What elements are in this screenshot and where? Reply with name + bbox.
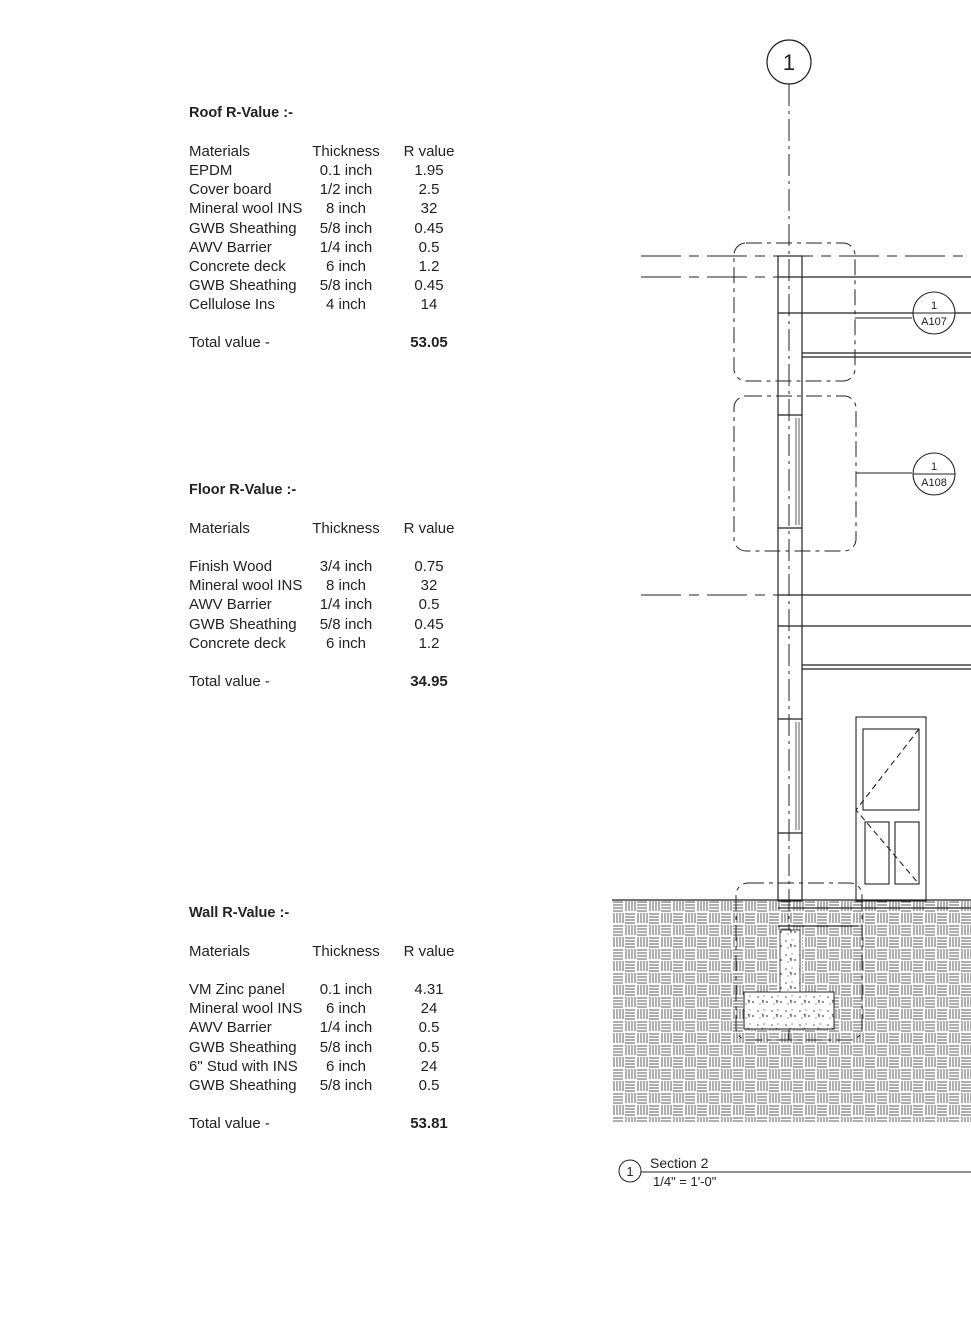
roof-r-value: 14 <box>420 296 438 314</box>
floor-material: GWB Sheathing <box>189 615 297 633</box>
wall-thickness: 5/8 inch <box>319 1038 373 1056</box>
floor-title: Floor R-Value :- <box>189 482 297 498</box>
floor-header-3: R value <box>403 520 455 537</box>
wall-thickness: 5/8 inch <box>319 1077 373 1094</box>
roof-r-value: 0.45 <box>414 277 444 295</box>
floor-thickness: 8 inch <box>325 577 367 595</box>
wall-header-3: R value <box>403 943 455 960</box>
floor-header-2: Thickness <box>312 520 380 537</box>
wall-total-label: Total value - <box>189 1115 270 1132</box>
roof-thickness: 4 inch <box>325 296 367 314</box>
floor-thickness: 3/4 inch <box>319 558 373 575</box>
roof-material: EPDM <box>189 162 233 179</box>
roof-thickness: 5/8 inch <box>319 277 373 295</box>
roof-thickness: 1/2 inch <box>319 181 373 199</box>
roof-header-1: Materials <box>189 143 250 160</box>
wall-thickness: 0.1 inch <box>319 981 373 998</box>
wall-material: 6" Stud with INS <box>189 1057 298 1075</box>
roof-material: GWB Sheathing <box>189 277 297 295</box>
wall-header-2: Thickness <box>312 943 380 960</box>
roof-thickness: 1/4 inch <box>319 238 373 256</box>
roof-total-value: 53.05 <box>410 334 448 352</box>
wall-r-value: 4.31 <box>414 981 444 998</box>
callout-a108-sheet: A108 <box>921 477 947 489</box>
wall-r-value: 0.5 <box>418 1077 440 1094</box>
wall-material: Mineral wool INS <box>189 1000 303 1018</box>
wall-thickness: 6 inch <box>325 1000 367 1018</box>
section-number: 1 <box>626 1164 634 1179</box>
wall-r-value: 24 <box>420 1057 438 1075</box>
floor-thickness: 5/8 inch <box>319 615 373 633</box>
floor-r-value: 0.45 <box>414 615 444 633</box>
roof-material: GWB Sheathing <box>189 219 297 237</box>
floor-r-value: 1.2 <box>418 634 440 652</box>
wall-r-value: 24 <box>420 1000 438 1018</box>
roof-total-label: Total value - <box>189 334 270 352</box>
wall-thickness: 6 inch <box>325 1057 367 1075</box>
building-section <box>778 256 971 926</box>
roof-header-2: Thickness <box>312 143 380 160</box>
roof-material: Mineral wool INS <box>189 200 303 218</box>
section-scale: 1/4" = 1'-0" <box>653 1174 717 1189</box>
roof-header-3: R value <box>403 143 455 160</box>
roof-thickness: 6 inch <box>325 258 367 275</box>
wall-r-value: 0.5 <box>418 1019 440 1037</box>
wall-material: VM Zinc panel <box>189 981 285 998</box>
floor-thickness: 1/4 inch <box>319 596 373 614</box>
floor-total-value: 34.95 <box>410 672 448 690</box>
roof-material: Cellulose Ins <box>189 296 275 314</box>
door-elevation <box>856 717 926 901</box>
windows <box>796 418 799 830</box>
roof-thickness: 8 inch <box>325 200 367 218</box>
wall-r-value: 0.5 <box>418 1038 440 1056</box>
wall-thickness: 1/4 inch <box>319 1019 373 1037</box>
floor-total-label: Total value - <box>189 672 270 690</box>
roof-title: Roof R-Value :- <box>189 105 293 121</box>
floor-thickness: 6 inch <box>325 634 367 652</box>
floor-r-value: 32 <box>420 577 438 595</box>
floor-r-value: 0.75 <box>414 558 444 575</box>
wall-total-value: 53.81 <box>410 1115 448 1132</box>
roof-r-value: 0.45 <box>414 219 444 237</box>
foundation-footing <box>744 992 834 1029</box>
floor-material: Concrete deck <box>189 634 286 652</box>
wall-material: GWB Sheathing <box>189 1038 297 1056</box>
wall-header-1: Materials <box>189 943 250 960</box>
floor-material: Mineral wool INS <box>189 577 303 595</box>
roof-thickness: 5/8 inch <box>319 219 373 237</box>
wall-material: AWV Barrier <box>189 1019 272 1037</box>
roof-r-value: 2.5 <box>418 181 440 199</box>
roof-r-value: 32 <box>420 200 438 218</box>
foundation-wall <box>780 930 800 992</box>
floor-material: AWV Barrier <box>189 596 272 614</box>
floor-header-1: Materials <box>189 520 250 537</box>
wall-material: GWB Sheathing <box>189 1077 297 1094</box>
section-title: Section 2 <box>650 1155 709 1171</box>
roof-material: Cover board <box>189 181 272 199</box>
roof-material: AWV Barrier <box>189 238 272 256</box>
floor-material: Finish Wood <box>189 558 273 575</box>
roof-r-value: 1.2 <box>418 258 440 275</box>
grid-label: 1 <box>782 50 796 75</box>
roof-r-value: 0.5 <box>418 238 440 256</box>
callout-a107-number: 1 <box>930 300 938 312</box>
wall-title: Wall R-Value :- <box>189 905 290 921</box>
callout-a107-sheet: A107 <box>921 316 947 328</box>
roof-thickness: 0.1 inch <box>319 162 373 179</box>
roof-material: Concrete deck <box>189 258 286 275</box>
callout-a108-number: 1 <box>930 461 938 473</box>
floor-r-value: 0.5 <box>418 596 440 614</box>
roof-r-value: 1.95 <box>414 162 444 179</box>
